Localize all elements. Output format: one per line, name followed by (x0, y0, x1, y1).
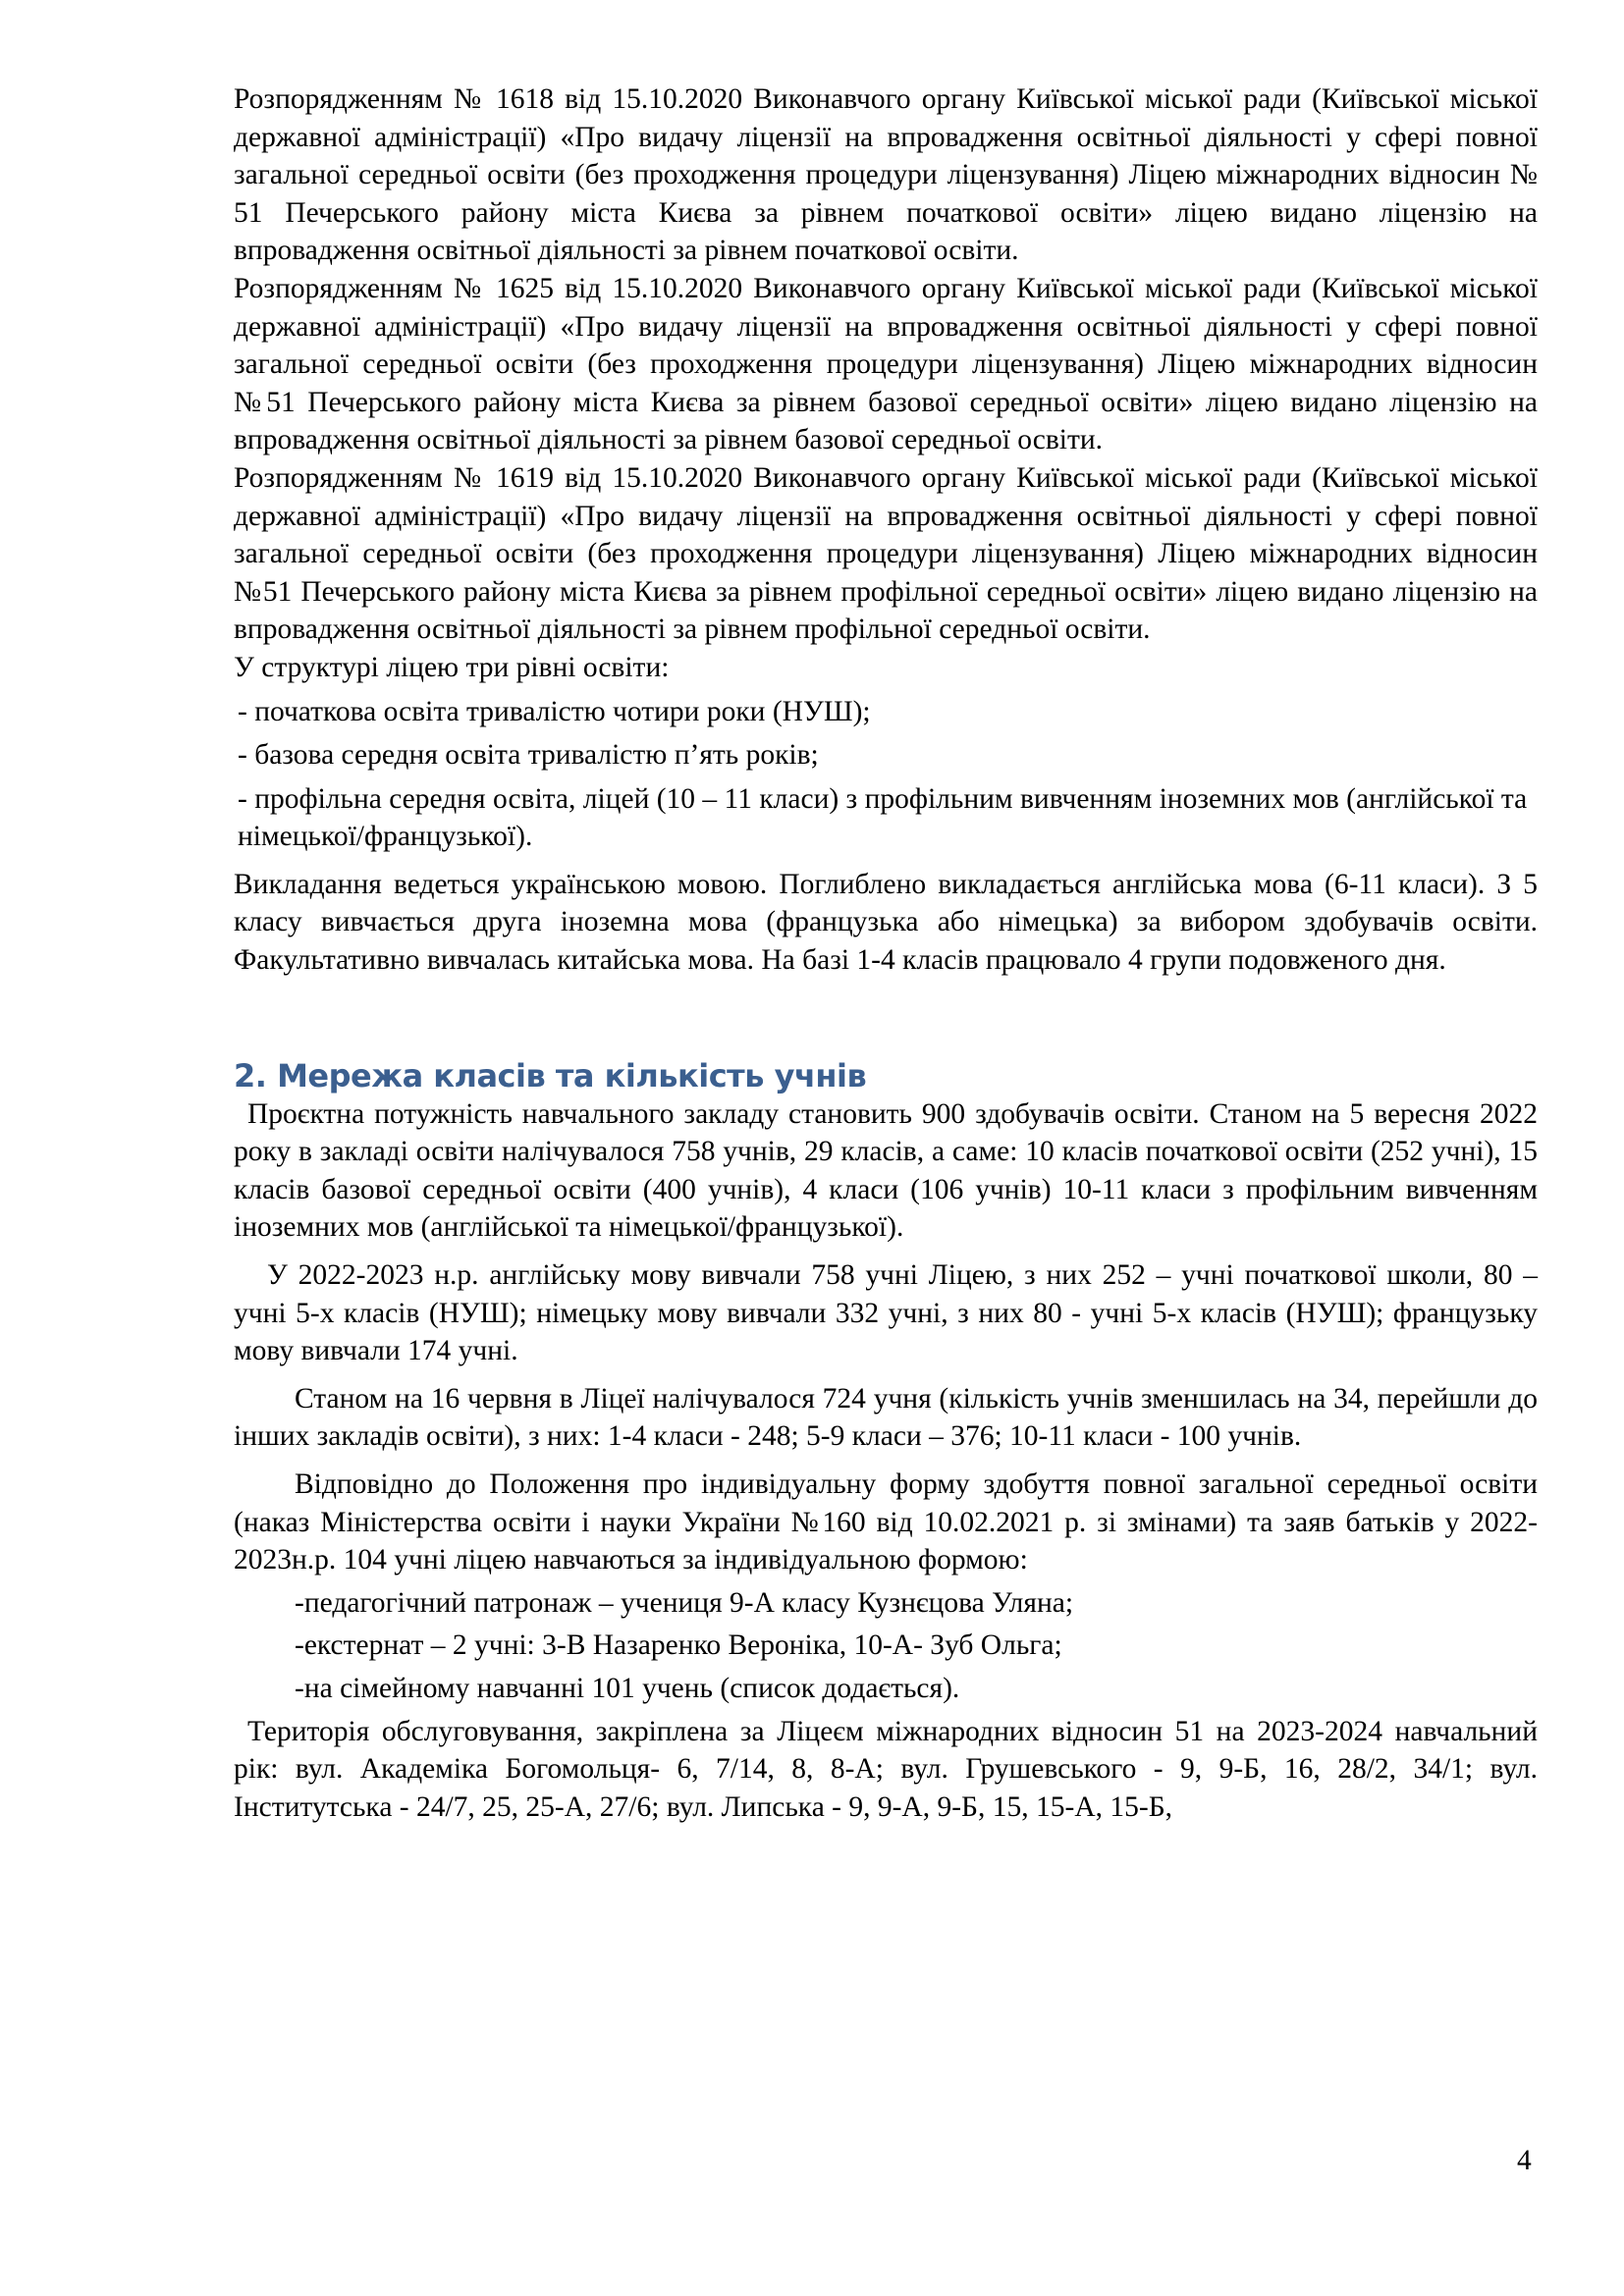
individual-form-patronage: -педагогічний патронаж – учениця 9-А класу Кузнєцова Уляна; (295, 1586, 1074, 1619)
license-paragraph-basic: Розпорядженням № 1625 від 15.10.2020 Виконавчого органу Київської міської ради (Київської міської державної адміністрації) «Про видачу ліцензії на впровадження освітньої діяльності у сфері повної загальної середньої освіти (без проходження процедури ліцензування) Ліцею міжнародних відносин №51 Печерського району міста Києва за рівнем базової середньої освіти» ліцею видано ліцензію на впровадження освітньої діяльності за рівнем базової середньої освіти. (234, 272, 1538, 456)
language-study-paragraph: У 2022-2023 н.р. англійську мову вивчали 758 учні Ліцею, з них 252 – учні початкової школи, 80 – учні 5-х класів (НУШ); німецьку мову вивчали 332 учні, з них 80 - учні 5-х класів (НУШ); французьку мову вивчали 174 учні. (234, 1259, 1538, 1367)
license-paragraph-primary: Розпорядженням № 1618 від 15.10.2020 Виконавчого органу Київської міської ради (Київської міської державної адміністрації) «Про видачу ліцензії на впровадження освітньої діяльності у сфері повної загальної середньої освіти (без проходження процедури ліцензування) Ліцею міжнародних відносин № 51 Печерського району міста Києва за рівнем початкової освіти» ліцею видано ліцензію на впровадження освітньої діяльності за рівнем початкової освіти. (234, 83, 1538, 267)
license-paragraph-profile: Розпорядженням № 1619 від 15.10.2020 Виконавчого органу Київської міської ради (Київської міської державної адміністрації) «Про видачу ліцензії на впровадження освітньої діяльності у сфері повної загальної середньої освіти (без проходження процедури ліцензування) Ліцею міжнародних відносин №51 Печерського району міста Києва за рівнем профільної середньої освіти» ліцею видано ліцензію на впровадження освітньої діяльності за рівнем профільної середньої освіти. (234, 461, 1538, 646)
individual-form-external: -екстернат – 2 учні: 3-В Назаренко Вероніка, 10-А- Зуб Ольга; (295, 1629, 1062, 1662)
structure-level-profile: - профільна середня освіта, ліцей (10 – 11 класи) з профільним вивченням іноземних мов (англійської та німецької/французької). (238, 782, 1528, 853)
structure-intro: У структурі ліцею три рівні освіти: (234, 651, 670, 683)
document-page (234, 80, 1538, 1826)
individual-form-family: -на сімейному навчанні 101 учень (список додається). (295, 1672, 960, 1704)
capacity-paragraph: Проєктна потужність навчального закладу становить 900 здобувачів освіти. Станом на 5 вересня 2022 року в закладі освіти налічувалося 758 учнів, 29 класів, а саме: 10 класів початкової освіти (252 учні), 15 класів базової середньої освіти (400 учнів), 4 класи (106 учнів) 10-11 класи з профільним вивченням іноземних мов (англійської та німецької/французької). (234, 1097, 1538, 1244)
june-enrollment-paragraph: Станом на 16 червня в Ліцеї налічувалося 724 учня (кількість учнів зменшилась на 34, перейшли до інших закладів освіти), з них: 1-4 класи - 248; 5-9 класи – 376; 10-11 класи - 100 учнів. (234, 1382, 1538, 1453)
structure-level-basic: - базова середня освіта тривалістю п’ять років; (238, 739, 819, 772)
structure-level-primary: - початкова освіта тривалістю чотири роки (НУШ); (238, 695, 871, 727)
page-number: 4 (1517, 2145, 1532, 2176)
individual-form-paragraph: Відповідно до Положення про індивідуальну форму здобуття повної загальної середньої освіти (наказ Міністерства освіти і науки України №160 від 10.02.2021 р. зі змінами) та заяв батьків у 2022-2023н.р. 104 учні ліцею навчаються за індивідуальною формою: (234, 1468, 1538, 1576)
section-heading: 2. Мережа класів та кількість учнів (234, 1056, 867, 1095)
languages-paragraph: Викладання ведеться українською мовою. Поглиблено викладається англійська мова (6-11 класи). З 5 класу вивчається друга іноземна мова (французька або німецька) за вибором здобувачів освіти. Факультативно вивчалась китайська мова. На базі 1-4 класів працювало 4 групи подовженого дня. (234, 868, 1538, 977)
territory-paragraph: Територія обслуговування, закріплена за Ліцеєм міжнародних відносин 51 на 2023-2024 навчальний рік: вул. Академіка Богомольця- 6, 7/14, 8, 8-А; вул. Грушевського - 9, 9-Б, 16, 28/2, 34/1; вул. Інститутська - 24/7, 25, 25-А, 27/6; вул. Липська - 9, 9-А, 9-Б, 15, 15-А, 15-Б, (234, 1715, 1538, 1823)
